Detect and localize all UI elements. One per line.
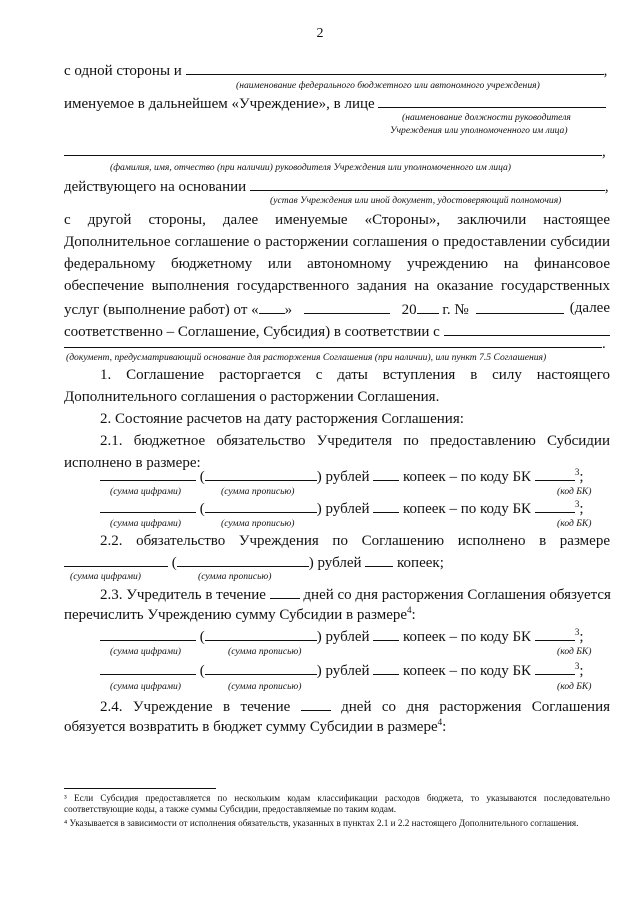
agreement-number-field[interactable] (476, 299, 564, 314)
sum-digits-field[interactable] (100, 498, 196, 513)
sum-words-field[interactable] (177, 552, 309, 567)
para1-line1: с другой стороны, далее именуемые «Стороны», заключили настоящее (64, 212, 610, 228)
clause23-line2: перечислить Учреждению сумму Субсидии в размере$^4$: (64, 605, 416, 623)
bk-field[interactable] (535, 466, 575, 481)
bk-field[interactable] (535, 498, 575, 513)
kop-field[interactable] (365, 552, 393, 567)
caption-basis: (устав Учреждения или иной документ, удостоверяющий полномочия) (270, 195, 562, 206)
referred-line (64, 93, 610, 113)
caption-sum-digits: (сумма цифрами) (110, 681, 181, 692)
caption-position-2: Учреждения или уполномоченного им лица) (390, 125, 568, 136)
kop-field[interactable] (373, 498, 399, 513)
sum-words-field[interactable] (205, 498, 317, 513)
basis-field[interactable] (250, 176, 605, 191)
caption-sum-words: (сумма прописью) (198, 571, 272, 582)
sum-words-field[interactable] (205, 626, 317, 641)
sum-row-4: ( ) рублей копеек – по коду БК $^3$; (100, 660, 610, 680)
document-field[interactable] (64, 333, 602, 348)
caption-bk-code: (код БК) (557, 486, 592, 497)
doc-line: . (64, 333, 610, 353)
clause21-line1: 2.1. бюджетное обязательство Учредителя по предоставлению Субсидии (100, 433, 610, 449)
caption-bk-code: (код БК) (557, 518, 592, 529)
days-field[interactable] (301, 696, 331, 711)
comma: , (602, 144, 606, 160)
caption-sum-words: (сумма прописью) (221, 486, 295, 497)
caption-sum-digits: (сумма цифрами) (110, 486, 181, 497)
day-field[interactable] (259, 299, 285, 314)
caption-bk-code: (код БК) (557, 681, 592, 692)
party-line (64, 60, 610, 80)
sum-digits-field[interactable] (100, 626, 196, 641)
sum-row-2: ( ) рублей копеек – по коду БК $^3$; (100, 498, 610, 518)
clause23-line1: 2.3. Учредитель в течение дней со дня расторжения Соглашения обязуется (64, 584, 610, 604)
para1-line6: соответственно – Соглашение, Субсидия) в соответствии с (64, 321, 610, 341)
caption-bk-code: (код БК) (557, 646, 592, 657)
sum-words-field[interactable] (205, 466, 317, 481)
caption-sum-digits: (сумма цифрами) (110, 518, 181, 529)
clause1-line1: 1. Соглашение расторгается с даты вступления в силу настоящего (100, 367, 610, 383)
year-field[interactable] (417, 299, 439, 314)
bk-field[interactable] (535, 660, 575, 675)
position-field[interactable] (378, 93, 606, 108)
acting-line (64, 176, 610, 196)
footnote-3: ³ Если Субсидия предоставляется по нескольким кодам классификации расходов бюджета, то указываются последовательно соответствующие коды, а также суммы Субсидии, предоставляемые по таким кодам. (64, 793, 610, 814)
para1-line4: обеспечение выполнения государственного задания на оказание государственных (64, 278, 610, 294)
caption-sum-words: (сумма прописью) (228, 646, 302, 657)
clause24-line2: обязуется возвратить в бюджет сумму Субсидии в размере$^4$: (64, 717, 447, 735)
sum-digits-field[interactable] (100, 660, 196, 675)
caption-sum-words: (сумма прописью) (228, 681, 302, 692)
footnote-separator (64, 788, 216, 789)
fio-line (64, 141, 610, 161)
party-label: с одной стороны и (64, 63, 182, 79)
caption-position-1: (наименование должности руководителя (402, 112, 571, 123)
comma: , (604, 179, 609, 195)
month-field[interactable] (304, 299, 390, 314)
fio-field[interactable] (64, 141, 602, 156)
footnote-4: ⁴ Указывается в зависимости от исполнения обязательств, указанных в пунктах 2.1 и 2.2 настоящего Дополнительного соглашения. (64, 818, 579, 828)
clause22-line1: 2.2. обязательство Учреждения по Соглашению исполнено в размере (100, 533, 610, 549)
kop-field[interactable] (373, 466, 399, 481)
kop-field[interactable] (373, 660, 399, 675)
kop-field[interactable] (373, 626, 399, 641)
caption-fio: (фамилия, имя, отчество (при наличии) руководителя Учреждения или уполномоченного им лица) (110, 162, 512, 173)
para1-line3: федеральному бюджетному или автономному учреждению на финансовое (64, 256, 610, 272)
acting-label: действующего на основании (64, 179, 247, 195)
comma: , (603, 63, 608, 79)
clause22-sum-row: ( ) рублей копеек; (64, 552, 610, 572)
caption-sum-digits: (сумма цифрами) (70, 571, 141, 582)
sum-row-1: ( ) рублей копеек – по коду БК $^3$; (100, 466, 610, 486)
caption-doc: (документ, предусматривающий основание для расторжения Соглашения (при наличии), или пункт 7.5 Соглашения) (66, 352, 547, 363)
caption-sum-digits: (сумма цифрами) (110, 646, 181, 657)
bk-field[interactable] (535, 626, 575, 641)
sum-words-field[interactable] (205, 660, 317, 675)
days-field[interactable] (270, 584, 300, 599)
sum-digits-field[interactable] (64, 552, 168, 567)
clause1-line2: Дополнительного соглашения о расторжении Соглашения. (64, 389, 440, 405)
institution-field[interactable] (186, 60, 604, 75)
referred-label: именуемое в дальнейшем «Учреждение», в лице (64, 96, 375, 112)
sum-digits-field[interactable] (100, 466, 196, 481)
page-number: 2 (316, 26, 324, 41)
clause2: 2. Состояние расчетов на дату расторжения Соглашения: (100, 411, 464, 427)
para1-line5: услуг (выполнение работ) от « » 20 г. № (далее (64, 300, 610, 318)
caption-sum-words: (сумма прописью) (221, 518, 295, 529)
clause24-line1: 2.4. Учреждение в течение дней со дня расторжения Соглашения (64, 696, 610, 716)
clause21-line2: исполнено в размере: (64, 455, 201, 471)
caption-institution: (наименование федерального бюджетного или автономного учреждения) (236, 80, 540, 91)
para1-line2: Дополнительное соглашение о расторжении соглашения о предоставлении субсидии (64, 234, 610, 250)
sum-row-3: ( ) рублей копеек – по коду БК $^3$; (100, 626, 610, 646)
